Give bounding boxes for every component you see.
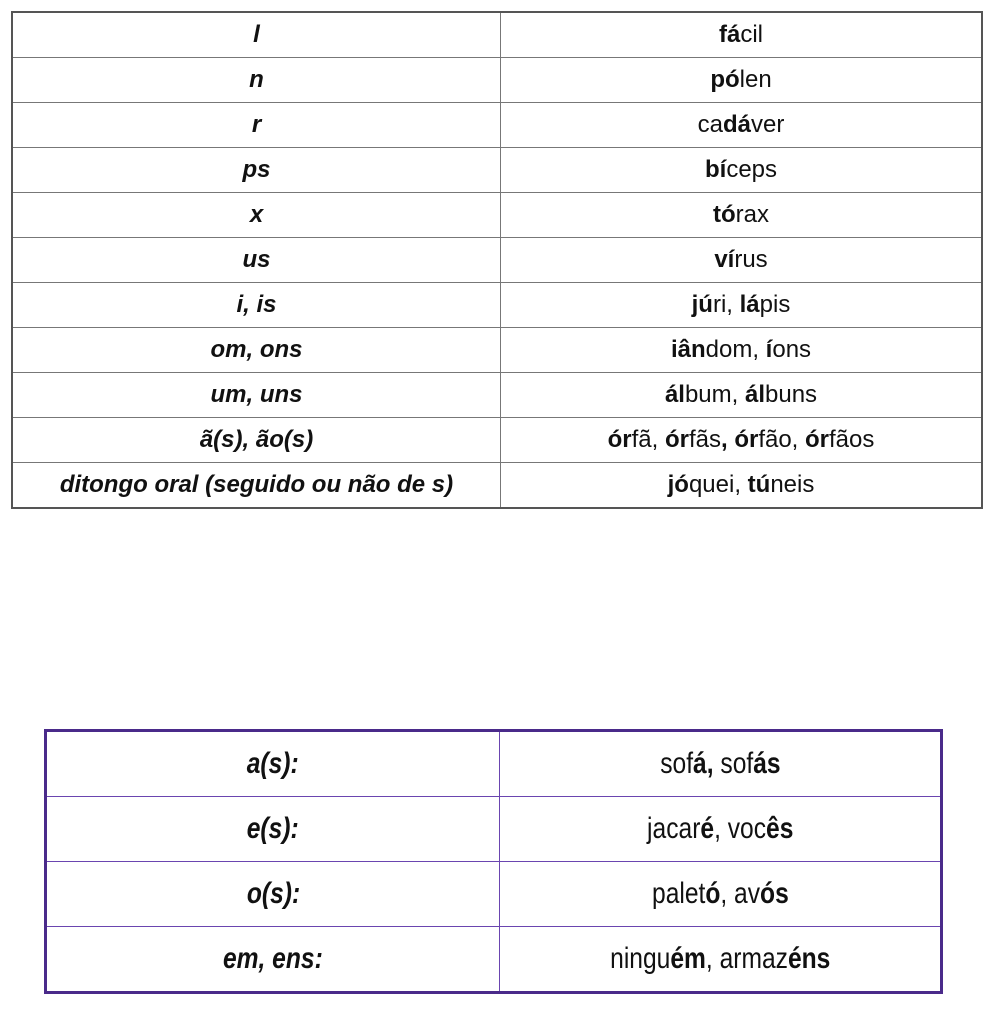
example-cell [500, 862, 942, 927]
bold-segment: e(s) [247, 812, 291, 845]
ending-cell [12, 103, 501, 148]
example-cell [501, 58, 983, 103]
cell-text [660, 749, 780, 779]
example-cell [500, 927, 942, 993]
table-row [46, 731, 942, 797]
table-row [12, 463, 982, 509]
table-row [12, 373, 982, 418]
bold-segment: r [251, 111, 262, 138]
bold-segment: fá [718, 21, 741, 48]
cell-text [610, 944, 830, 974]
example-cell [501, 373, 983, 418]
cell-text [652, 879, 789, 909]
text-segment: : [290, 812, 299, 845]
text-segment: fão, [758, 426, 806, 453]
example-cell [501, 238, 983, 283]
bold-segment: í [765, 336, 773, 363]
text-segment: fãs [688, 426, 721, 453]
bold-segment: iân [670, 336, 706, 363]
text-segment: quei, [688, 471, 748, 498]
paroxytone-table-body [12, 12, 982, 508]
ending-cell [12, 463, 501, 509]
bold-segment: um [210, 381, 247, 408]
ending-cell [12, 373, 501, 418]
text-segment: fãos [829, 426, 875, 453]
cell-text [247, 814, 299, 844]
text-segment: , [246, 336, 260, 363]
text-segment: , voc [713, 812, 766, 845]
text-segment: : [291, 877, 300, 910]
text-segment: neis [770, 471, 815, 498]
example-cell [501, 418, 983, 463]
table-row [12, 12, 982, 58]
bold-segment: ó [704, 877, 720, 910]
example-cell [501, 463, 983, 509]
ending-cell [12, 418, 501, 463]
bold-segment: ém [670, 942, 706, 975]
text-segment: sof [659, 747, 693, 780]
table-row [12, 103, 982, 148]
example-cell [500, 797, 942, 862]
text-segment: pis [759, 291, 791, 318]
bold-segment: ps [242, 156, 271, 183]
table-row [12, 238, 982, 283]
bold-segment: bí [704, 156, 727, 183]
bold-segment: dá [723, 111, 752, 138]
bold-segment: us [242, 246, 271, 273]
example-cell [501, 12, 983, 58]
text-segment: , av [719, 877, 760, 910]
text-segment: buns [765, 381, 818, 408]
ending-cell [12, 193, 501, 238]
example-cell [501, 103, 983, 148]
bold-segment: tó [713, 201, 736, 228]
cell-text [246, 879, 299, 909]
bold-segment: é [700, 812, 714, 845]
ending-cell [46, 731, 500, 797]
bold-segment: ós [759, 877, 789, 910]
bold-segment: i, is [236, 291, 277, 318]
text-segment: ri, [712, 291, 740, 318]
text-segment: ons [772, 336, 812, 363]
bold-segment: jú [691, 291, 713, 318]
cell-text [647, 814, 793, 844]
cell-text [247, 749, 299, 779]
bold-segment: em, ens [223, 942, 315, 975]
example-cell [501, 328, 983, 373]
text-segment: bum, [684, 381, 745, 408]
bold-segment: ór [664, 426, 689, 453]
ending-cell [12, 328, 501, 373]
example-cell [501, 148, 983, 193]
text-segment: rus [734, 246, 768, 273]
bold-segment: ã(s) [199, 426, 243, 453]
bold-segment: a(s) [247, 747, 291, 780]
table-row [12, 328, 982, 373]
bold-segment: éns [787, 942, 831, 975]
text-segment: dom, [705, 336, 766, 363]
paroxytone-ending-table [11, 11, 983, 509]
bold-segment: uns [259, 381, 303, 408]
oxytone-ending-table [44, 729, 943, 994]
cell-text [223, 944, 323, 974]
bold-segment: x [249, 201, 264, 228]
bold-segment: ál [744, 381, 765, 408]
text-segment: ceps [726, 156, 778, 183]
bold-segment: , [720, 426, 735, 453]
bold-segment: n [249, 66, 264, 93]
text-segment: , [242, 426, 256, 453]
ending-cell [12, 58, 501, 103]
ending-cell [12, 283, 501, 328]
text-segment: cil [740, 21, 763, 48]
text-segment: ver [751, 111, 785, 138]
table-row [46, 797, 942, 862]
table-row [46, 862, 942, 927]
text-segment: rax [735, 201, 769, 228]
bold-segment: ví [714, 246, 735, 273]
text-segment: , [246, 381, 260, 408]
table-row [12, 193, 982, 238]
bold-segment: tú [747, 471, 771, 498]
ending-cell [12, 148, 501, 193]
table-row [12, 418, 982, 463]
example-cell [500, 731, 942, 797]
text-segment: ningu [609, 942, 671, 975]
bold-segment: jó [667, 471, 689, 498]
ending-cell [46, 927, 500, 993]
ending-cell [46, 862, 500, 927]
text-segment: palet [651, 877, 705, 910]
ending-cell [12, 238, 501, 283]
text-segment: ca [697, 111, 723, 138]
bold-segment: ão(s) [255, 426, 314, 453]
text-segment: len [739, 66, 772, 93]
table-row [12, 283, 982, 328]
table-row [12, 148, 982, 193]
text-segment: fã, [631, 426, 665, 453]
bold-segment: pó [710, 66, 740, 93]
bold-segment: ál [664, 381, 685, 408]
bold-segment: ór [805, 426, 830, 453]
example-cell [501, 283, 983, 328]
bold-segment: ór [734, 426, 759, 453]
bold-segment: l [253, 21, 260, 48]
text-segment: , armaz [705, 942, 788, 975]
ending-cell [12, 12, 501, 58]
bold-segment: lá [739, 291, 760, 318]
bold-segment: á, [692, 747, 714, 780]
text-segment: jacar [646, 812, 701, 845]
bold-segment: o(s) [246, 877, 292, 910]
bold-segment: ór [607, 426, 632, 453]
bold-segment: ditongo oral (seguido ou não de s) [59, 471, 454, 498]
text-segment: sof [713, 747, 753, 780]
text-segment: : [314, 942, 323, 975]
text-segment: : [290, 747, 299, 780]
ending-cell [46, 797, 500, 862]
bold-segment: om [210, 336, 247, 363]
example-cell [501, 193, 983, 238]
oxytone-table-body [46, 731, 942, 993]
table-row [12, 58, 982, 103]
bold-segment: ás [752, 747, 781, 780]
bold-segment: ês [765, 812, 794, 845]
bold-segment: ons [259, 336, 303, 363]
table-row [46, 927, 942, 993]
